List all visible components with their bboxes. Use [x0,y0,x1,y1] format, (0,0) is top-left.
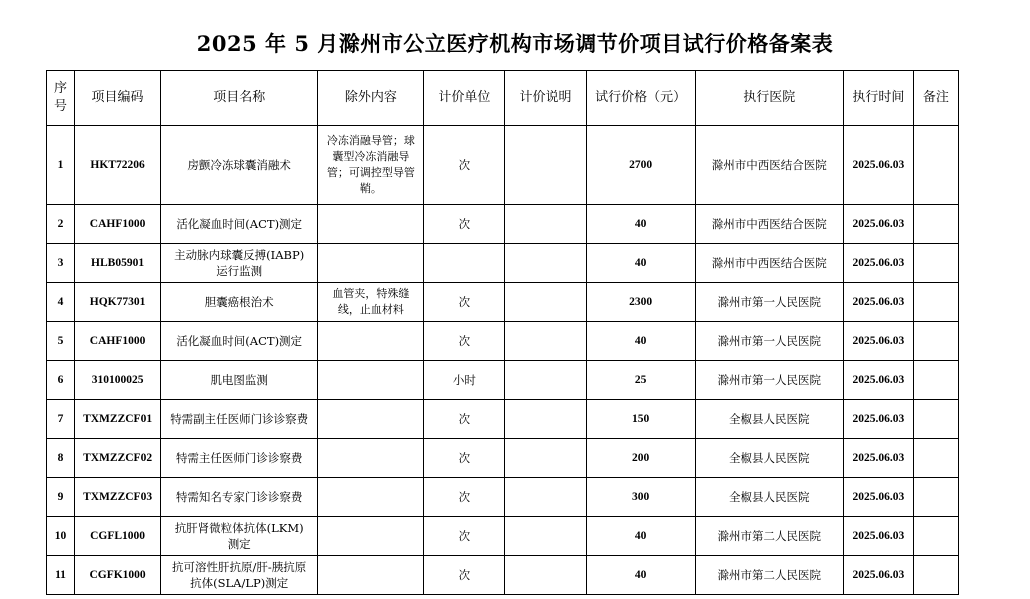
cell-name-text: 抗肝肾微粒体抗体(LKM)测定 [174,521,304,551]
cell-name-text: 特需知名专家门诊诊察费 [175,490,303,504]
cell-code [75,439,161,478]
cell-pricing-note [505,517,586,556]
cell-price: 25 [586,361,695,400]
cell-exclusion-text: 冷冻消融导管；球囊型冷冻消融导管；可调控型导管鞘。 [326,134,415,195]
cell-unit: 次 [424,478,505,517]
cell-seq: 7 [47,400,75,439]
cell-exec-time: 2025.06.03 [843,322,913,361]
cell-price: 2700 [586,126,695,205]
cell-code [75,283,161,322]
cell-exclusion [318,556,424,595]
cell-code-text: HKT72206 [90,159,145,171]
cell-exec-time: 2025.06.03 [843,400,913,439]
cell-hospital: 滁州市中西医结合医院 [695,244,843,283]
cell-name [161,361,318,400]
cell-exclusion [318,244,424,283]
cell-code-text: CGFK1000 [89,569,146,581]
cell-remark [913,517,958,556]
cell-unit: 小时 [424,361,505,400]
cell-exec-time: 2025.06.03 [843,478,913,517]
cell-code [75,244,161,283]
table-row [47,556,959,595]
cell-remark [913,244,958,283]
cell-hospital: 滁州市中西医结合医院 [695,126,843,205]
cell-exclusion [318,439,424,478]
cell-code-text: TXMZZCF01 [83,413,153,425]
cell-seq: 11 [47,556,75,595]
header-pricing-note: 计价说明 [505,71,586,126]
cell-name [161,439,318,478]
price-filing-table [46,70,959,595]
header-exclusion: 除外内容 [318,71,424,126]
cell-pricing-note [505,361,586,400]
cell-code-text: TXMZZCF03 [83,491,153,503]
cell-name-text: 肌电图监测 [210,373,268,387]
cell-hospital: 滁州市第二人民医院 [695,517,843,556]
cell-pricing-note [505,126,586,205]
cell-code-text: 310100025 [91,374,144,386]
cell-seq: 10 [47,517,75,556]
cell-remark [913,126,958,205]
cell-name [161,517,318,556]
cell-price: 150 [586,400,695,439]
table-row [47,244,959,283]
cell-exclusion [318,361,424,400]
table-row [47,400,959,439]
cell-seq: 5 [47,322,75,361]
table-row [47,126,959,205]
cell-name-text: 抗可溶性肝抗原/肝-胰抗原抗体(SLA/LP)测定 [172,560,307,590]
cell-name-text: 胆囊癌根治术 [204,295,274,309]
cell-remark [913,439,958,478]
cell-price: 40 [586,556,695,595]
cell-hospital: 全椒县人民医院 [695,400,843,439]
header-seq: 序号 [47,71,75,126]
table-row [47,478,959,517]
table-row [47,205,959,244]
cell-seq: 4 [47,283,75,322]
cell-unit: 次 [424,205,505,244]
cell-unit: 次 [424,517,505,556]
cell-seq: 3 [47,244,75,283]
cell-code [75,126,161,205]
cell-price: 40 [586,205,695,244]
cell-unit: 次 [424,322,505,361]
cell-name [161,244,318,283]
cell-hospital: 滁州市第一人民医院 [695,322,843,361]
cell-seq: 9 [47,478,75,517]
cell-hospital: 滁州市第一人民医院 [695,283,843,322]
cell-unit: 次 [424,400,505,439]
cell-price: 40 [586,322,695,361]
table-header-row [47,71,959,126]
cell-name [161,205,318,244]
table-row [47,361,959,400]
cell-remark [913,556,958,595]
cell-exclusion [318,322,424,361]
header-name: 项目名称 [161,71,318,126]
cell-price: 40 [586,517,695,556]
cell-price: 40 [586,244,695,283]
header-remark: 备注 [913,71,958,126]
cell-remark [913,205,958,244]
cell-name-text: 活化凝血时间(ACT)测定 [176,217,303,231]
cell-unit: 次 [424,283,505,322]
cell-exclusion [318,283,424,322]
table-row [47,283,959,322]
cell-exec-time: 2025.06.03 [843,205,913,244]
cell-code [75,205,161,244]
cell-hospital: 全椒县人民医院 [695,478,843,517]
cell-name [161,556,318,595]
cell-name [161,126,318,205]
cell-code [75,322,161,361]
cell-unit: 次 [424,126,505,205]
cell-code-text: CAHF1000 [89,218,146,230]
cell-unit: 次 [424,556,505,595]
header-exec-time: 执行时间 [843,71,913,126]
cell-hospital: 全椒县人民医院 [695,439,843,478]
cell-remark [913,361,958,400]
cell-seq: 8 [47,439,75,478]
cell-name-text: 房颤冷冻球囊消融术 [187,158,291,172]
cell-remark [913,400,958,439]
table-row [47,517,959,556]
cell-code [75,556,161,595]
cell-name [161,478,318,517]
cell-exec-time: 2025.06.03 [843,126,913,205]
cell-code-text: HLB05901 [91,257,145,269]
cell-pricing-note [505,322,586,361]
cell-exec-time: 2025.06.03 [843,244,913,283]
cell-name [161,322,318,361]
cell-code [75,400,161,439]
cell-remark [913,478,958,517]
cell-code [75,517,161,556]
table-row [47,322,959,361]
cell-pricing-note [505,205,586,244]
table-row [47,439,959,478]
cell-exec-time: 2025.06.03 [843,361,913,400]
cell-exec-time: 2025.06.03 [843,283,913,322]
header-price: 试行价格（元） [586,71,695,126]
cell-name-text: 特需副主任医师门诊诊察费 [170,412,309,426]
cell-price: 300 [586,478,695,517]
cell-exclusion [318,517,424,556]
cell-name-text: 主动脉内球囊反搏(IABP)运行监测 [174,248,305,278]
cell-pricing-note [505,400,586,439]
header-code: 项目编码 [75,71,161,126]
header-hospital: 执行医院 [695,71,843,126]
cell-hospital: 滁州市中西医结合医院 [695,205,843,244]
cell-price: 200 [586,439,695,478]
cell-code [75,361,161,400]
cell-name [161,400,318,439]
cell-exec-time: 2025.06.03 [843,556,913,595]
cell-exclusion [318,400,424,439]
cell-seq: 1 [47,126,75,205]
cell-pricing-note [505,478,586,517]
cell-exclusion [318,126,424,205]
cell-exec-time: 2025.06.03 [843,439,913,478]
cell-code-text: CGFL1000 [90,530,146,542]
cell-exclusion-text: 血管夹，特殊缝线，止血材料 [332,287,410,316]
header-unit: 计价单位 [424,71,505,126]
cell-code-text: CAHF1000 [89,335,146,347]
cell-remark [913,322,958,361]
cell-unit [424,244,505,283]
cell-pricing-note [505,439,586,478]
cell-hospital: 滁州市第二人民医院 [695,556,843,595]
cell-seq: 6 [47,361,75,400]
cell-exclusion [318,478,424,517]
cell-unit: 次 [424,439,505,478]
cell-name-text: 活化凝血时间(ACT)测定 [176,334,303,348]
cell-seq: 2 [47,205,75,244]
cell-code-text: TXMZZCF02 [83,452,153,464]
cell-pricing-note [505,244,586,283]
cell-name [161,283,318,322]
cell-hospital: 滁州市第一人民医院 [695,361,843,400]
cell-remark [913,283,958,322]
page-title: 2025 年 5 月滁州市公立医疗机构市场调节价项目试行价格备案表 [196,31,834,56]
cell-exec-time: 2025.06.03 [843,517,913,556]
cell-pricing-note [505,283,586,322]
cell-pricing-note [505,556,586,595]
cell-code [75,478,161,517]
cell-price: 2300 [586,283,695,322]
cell-exclusion [318,205,424,244]
cell-code-text: HQK77301 [89,296,146,308]
cell-name-text: 特需主任医师门诊诊察费 [175,451,303,465]
